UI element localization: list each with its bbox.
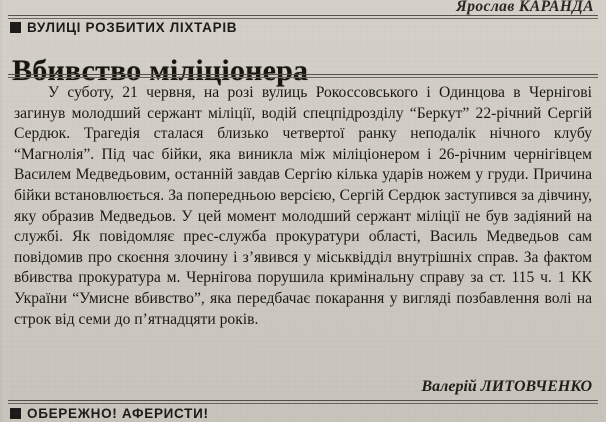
square-bullet-icon	[10, 22, 21, 33]
article-author: Валерій ЛИТОВЧЕНКО	[421, 378, 592, 395]
previous-article-byline: Ярослав КАРАНДА	[456, 0, 594, 15]
article-headline: Вбивство міліціонера	[12, 54, 309, 88]
square-bullet-icon	[10, 408, 21, 419]
article-body: У суботу, 21 червня, на розі вулиць Рокоссовського і Одинцова в Чернігові загинув молодший сержант міліції, водій спецпідрозділу “Беркут” 22-річний Сергій Сердюк. Трагедія сталася близько четвертої ранку неподалік нічного клубу “Магнолія”. Під час бійки, яка виникла між міліціонером і 26-річним чернігівцем Василем Медведьовим, останній завдав Сергію кілька ударів ножем у груди. Причина бійки встановлюється. За попередньою версією, Сергій Сердюк заступився за дівчину, яку образив Медведьов. У цей момент молодший сержант міліції не був задіяний на службі. Як повідомляє прес-служба прокуратури області, Василь Медведьов сам повідомив про скоєння злочину і з’явився у міськвідділ внутрішніх справ. За фактом вбивства прокуратура м. Чернігова порушила кримінальну справу за ст. 115 ч. 1 КК України “Умисне вбивство”, яка передбачає покарання у вигляді позбавлення волі на строк від семи до п’ятнадцяти років.	[14, 84, 592, 328]
headline-divider	[8, 74, 598, 78]
section-kicker-top	[10, 18, 237, 36]
section-kicker-bottom	[10, 404, 209, 422]
section-kicker-top-label: ВУЛИЦІ РОЗБИТИХ ЛІХТАРІВ	[27, 19, 238, 35]
section-kicker-bottom-label: ОБЕРЕЖНО! АФЕРИСТИ!	[27, 405, 209, 421]
